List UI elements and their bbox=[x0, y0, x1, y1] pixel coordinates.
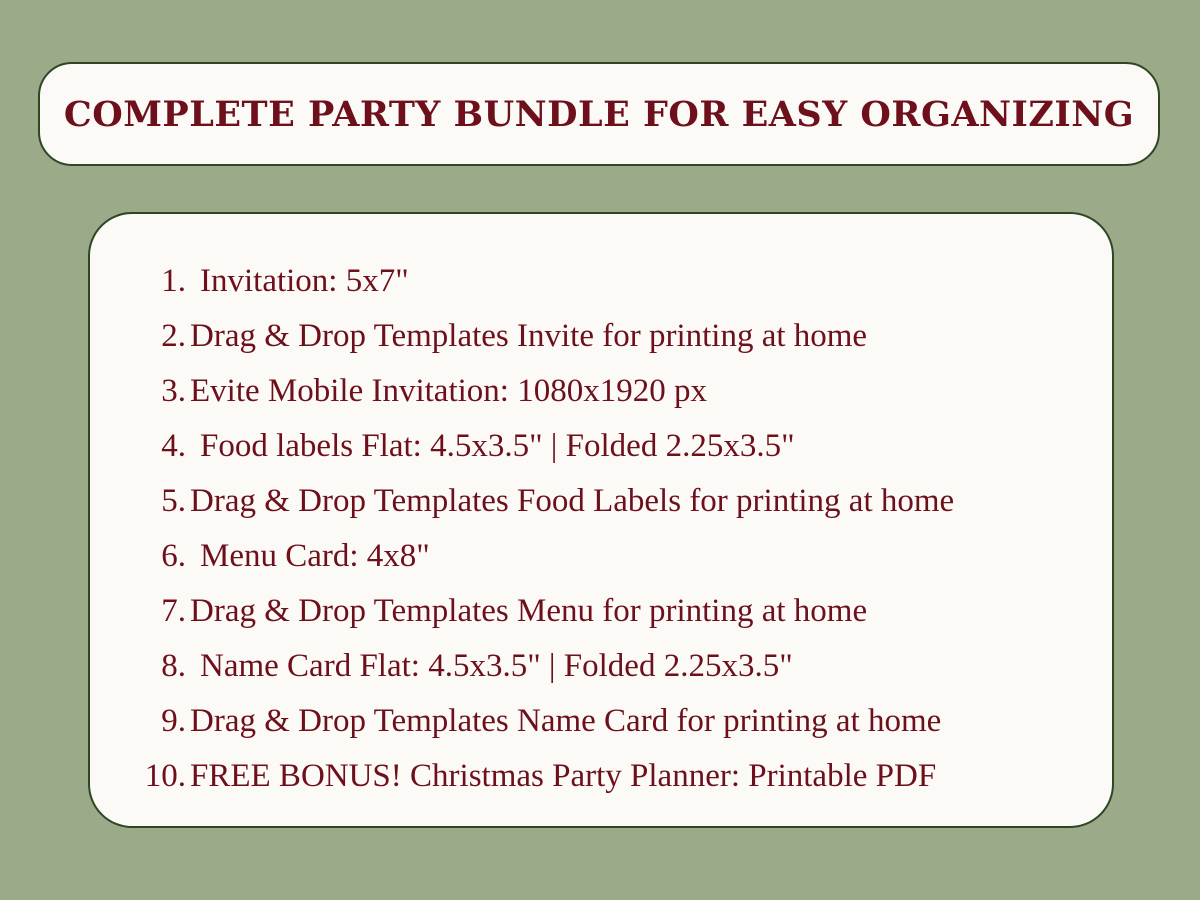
list-item bbox=[90, 529, 1112, 584]
list-item bbox=[90, 584, 1112, 639]
title-banner bbox=[38, 62, 1160, 166]
list-item-number: 10. bbox=[144, 758, 186, 794]
page-title: COMPLETE PARTY BUNDLE FOR EASY ORGANIZING bbox=[63, 93, 1135, 135]
list-item-text: Drag & Drop Templates Invite for printing at home bbox=[190, 318, 868, 354]
list-item-text: Food labels Flat: 4.5x3.5" | Folded 2.25x3.5" bbox=[200, 428, 795, 464]
list-item-number: 6. bbox=[161, 538, 186, 574]
list-item-number: 2. bbox=[161, 318, 186, 354]
list-item-text: FREE BONUS! Christmas Party Planner: Printable PDF bbox=[190, 758, 937, 794]
list-item-number: 3. bbox=[161, 373, 186, 409]
bundle-items-list bbox=[90, 254, 1112, 804]
list-item-text: Name Card Flat: 4.5x3.5" | Folded 2.25x3.5" bbox=[200, 648, 793, 684]
list-item-text: Evite Mobile Invitation: 1080x1920 px bbox=[190, 373, 707, 409]
list-item bbox=[90, 364, 1112, 419]
list-item bbox=[90, 694, 1112, 749]
list-item-text: Drag & Drop Templates Food Labels for printing at home bbox=[190, 483, 955, 519]
list-item-number: 8. bbox=[161, 648, 186, 684]
bundle-contents-card bbox=[88, 212, 1114, 828]
list-item-number: 1. bbox=[161, 263, 186, 299]
list-item bbox=[90, 419, 1112, 474]
list-item bbox=[90, 254, 1112, 309]
list-item bbox=[90, 749, 1112, 804]
list-item-text: Drag & Drop Templates Menu for printing at home bbox=[190, 593, 868, 629]
list-item bbox=[90, 474, 1112, 529]
list-item-text: Menu Card: 4x8" bbox=[200, 538, 430, 574]
list-item bbox=[90, 309, 1112, 364]
list-item-number: 7. bbox=[161, 593, 186, 629]
list-item-number: 5. bbox=[161, 483, 186, 519]
list-item-number: 4. bbox=[161, 428, 186, 464]
list-item-text: Drag & Drop Templates Name Card for printing at home bbox=[190, 703, 942, 739]
list-item bbox=[90, 639, 1112, 694]
list-item-number: 9. bbox=[161, 703, 186, 739]
list-item-text: Invitation: 5x7" bbox=[200, 263, 409, 299]
